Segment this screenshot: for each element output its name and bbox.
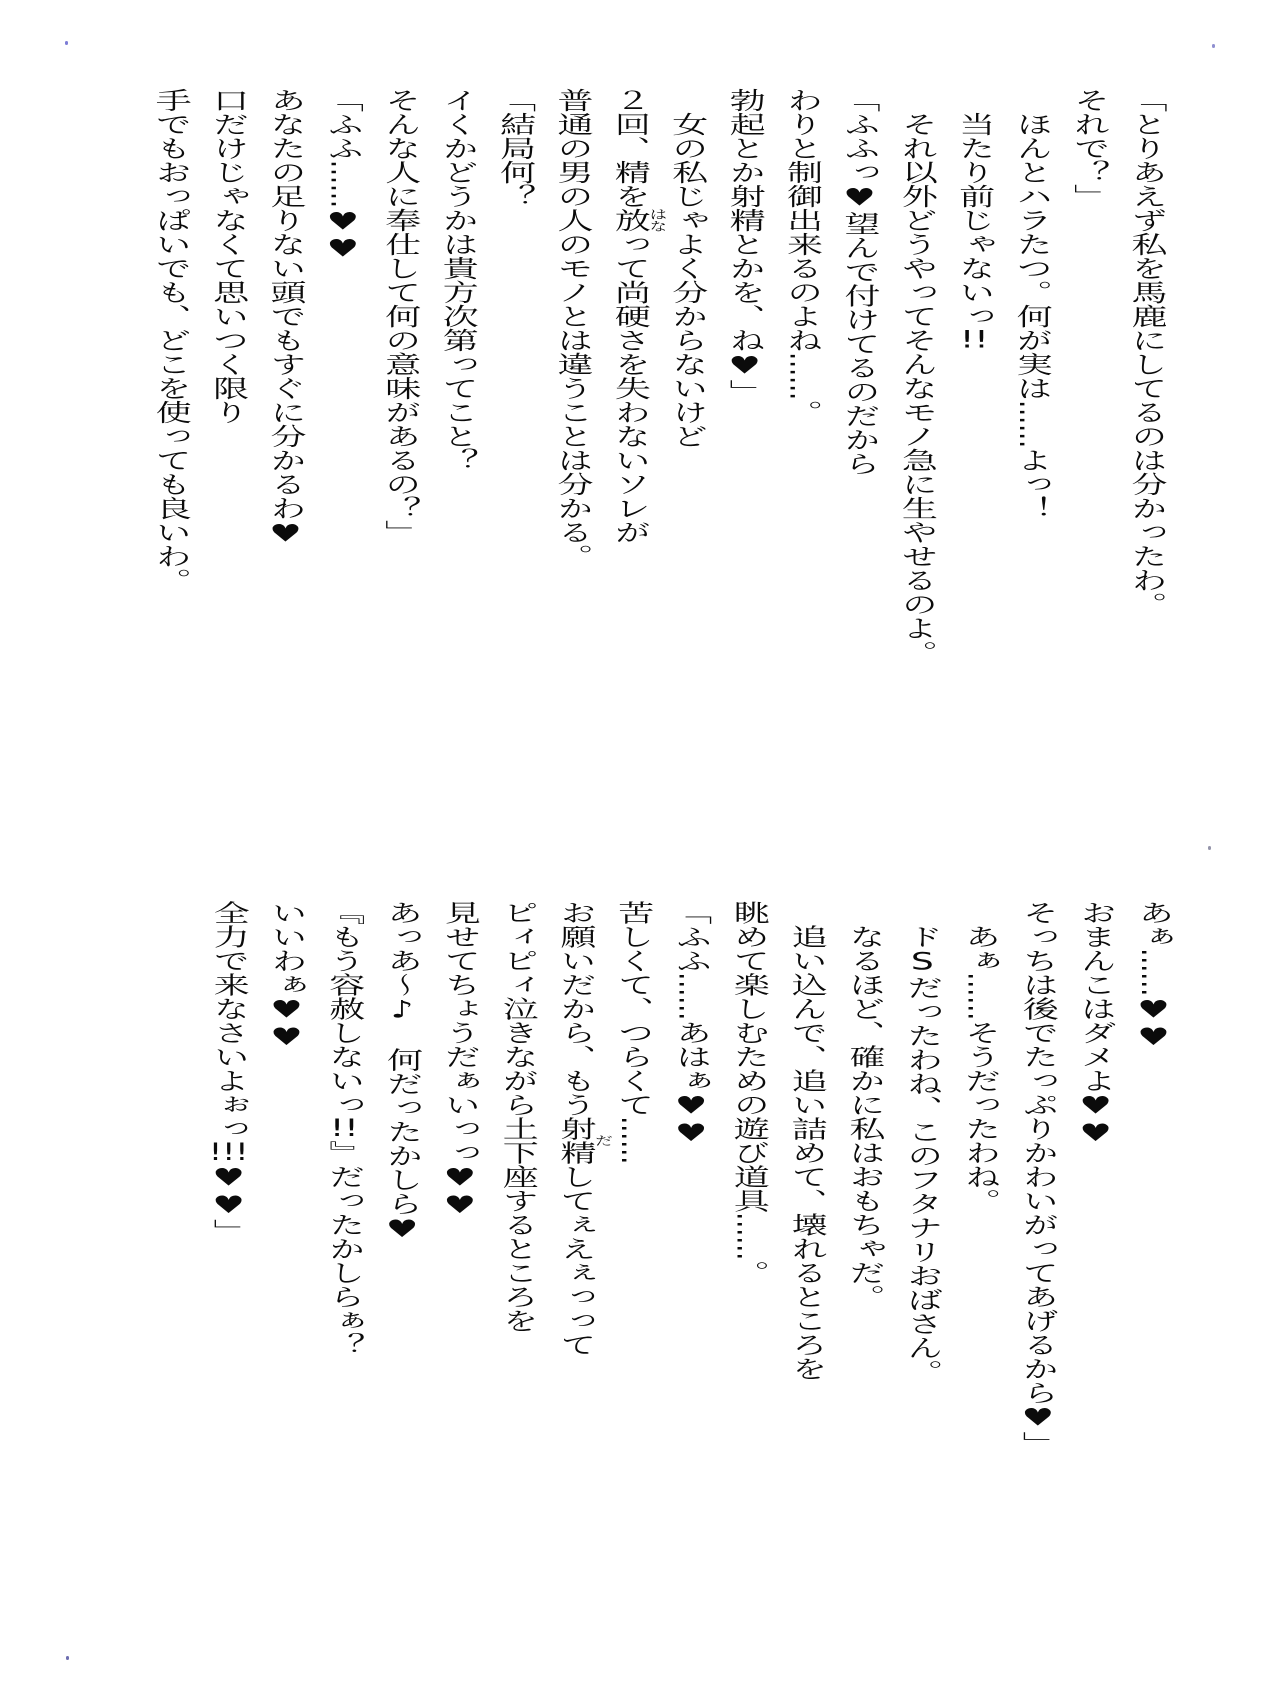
- text-column: [896, 112, 938, 665]
- text-column: [1017, 900, 1059, 1456]
- text-column: [497, 900, 539, 1333]
- text-run: !!: [329, 1116, 359, 1141]
- text-run: あぁ……♥♥: [1133, 900, 1174, 1051]
- text-run: あなたの足りない頭でもすぐに分かるわ♥: [265, 88, 306, 548]
- text-run: 「とりあえず私を馬鹿にしてるのは分かったわ。: [1126, 88, 1167, 617]
- text-column: [666, 112, 708, 449]
- text-column: [322, 88, 364, 263]
- text-run: 「ふふ……あはぁ♥♥: [670, 900, 712, 1147]
- scan-speck: [65, 41, 68, 45]
- scan-speck: [66, 1656, 69, 1660]
- text-column: [439, 900, 481, 1219]
- text-run: !!!: [208, 1140, 249, 1165]
- text-run: わりと制御出来るのよね……。: [781, 88, 823, 425]
- text-run: あっあ〜♪ 何だったかしら♥: [381, 900, 423, 1243]
- text-column: [207, 88, 249, 425]
- text-run: おまんこはダメよ♥♥: [1075, 900, 1117, 1147]
- text-run: それで？」: [1068, 88, 1110, 209]
- text-column: [552, 88, 593, 569]
- text-column: [437, 88, 479, 473]
- text-run: だったわね、このフタナリおばさん。: [901, 975, 943, 1384]
- text-run: 追い込んで、追い詰めて、壊れるところを: [786, 924, 828, 1381]
- text-column: [381, 900, 423, 1243]
- text-run: 眺めて楽しむための遊び道具……。: [728, 900, 770, 1285]
- text-column: [901, 924, 943, 1384]
- text-run: 女の私じゃよく分からないけど: [666, 112, 708, 449]
- text-column: [265, 88, 306, 548]
- text-run: ほんとハラたつ。何が実は……よっ！: [1011, 112, 1053, 521]
- text-column: [1011, 112, 1053, 521]
- text-run: 「ふふ……♥♥: [322, 88, 364, 263]
- text-column: [1068, 88, 1110, 209]
- text-column: [1133, 900, 1174, 1051]
- text-run: あぁ……そうだったわね。: [959, 924, 1001, 1213]
- text-column: [555, 900, 596, 1357]
- text-run: ♥♥」: [208, 1164, 250, 1243]
- text-run: 口だけじゃなくて思いつく限り: [207, 88, 249, 425]
- text-column: [1126, 88, 1167, 617]
- text-column: [839, 88, 880, 476]
- text-column: [1075, 900, 1117, 1147]
- text-run: 全力で来なさいよぉっ: [208, 900, 250, 1141]
- text-run: 勃起とか射精とかを、ね♥」: [724, 88, 766, 404]
- text-run: 普通の男の人のモノとは違うことは分かる。: [552, 88, 593, 569]
- text-run: そっちは後でたっぷりかわいがってあげるから♥」: [1017, 900, 1059, 1456]
- text-run: S: [901, 948, 943, 976]
- furigana: だ: [592, 1134, 613, 1147]
- text-column: [724, 88, 766, 404]
- scan-speck: [1208, 846, 1211, 850]
- text-run: 当たり前じゃないっ: [953, 112, 995, 329]
- text-column: [609, 88, 651, 545]
- text-run: 「ふふっ♥望んで付けてるのだから: [839, 88, 880, 476]
- text-run: いいわぁ♥♥: [266, 900, 307, 1051]
- text-run: 見せてちょうだぁいっっ♥♥: [439, 900, 481, 1219]
- text-column: [670, 900, 712, 1147]
- text-run: お願いだから、もう射精してぇえぇっって: [555, 900, 596, 1357]
- text-column: [786, 924, 828, 1381]
- text-run: !!: [959, 328, 989, 353]
- text-run: そんな人に奉仕して何の意味があるの？」: [379, 88, 421, 545]
- text-run: ２回、精を放って尚硬さを失わないソレが: [609, 88, 651, 545]
- text-column: [953, 112, 995, 353]
- text-column: [208, 900, 250, 1243]
- text-column: [379, 88, 421, 545]
- furigana: はな: [646, 208, 668, 233]
- text-run: ピィピィ泣きながら土下座するところを: [497, 900, 539, 1333]
- text-column: [728, 900, 770, 1285]
- text-column: [612, 900, 654, 1165]
- text-column: [781, 88, 823, 425]
- text-run: 手でもおっぱいでも、どこを使っても良いわ。: [150, 88, 192, 593]
- text-column: [266, 900, 307, 1051]
- text-column: [844, 924, 885, 1309]
- text-run: イくかどうかは貴方次第ってこと？: [437, 88, 479, 473]
- text-column: [494, 88, 536, 209]
- scan-speck: [1212, 44, 1215, 48]
- text-run: それ以外どうやってそんなモノ急に生やせるのよ。: [896, 112, 938, 665]
- text-run: 『もう容赦しないっ: [323, 900, 365, 1117]
- text-column: [959, 924, 1001, 1213]
- text-run: 苦しくて、つらくて……: [612, 900, 654, 1165]
- text-run: 「結局何？: [494, 88, 536, 209]
- text-column: [150, 88, 192, 593]
- text-run: ド: [901, 924, 943, 949]
- text-run: 』だったかしらぁ？: [323, 1140, 365, 1357]
- text-run: なるほど、確かに私はおもちゃだ。: [844, 924, 885, 1309]
- text-column: [323, 900, 365, 1357]
